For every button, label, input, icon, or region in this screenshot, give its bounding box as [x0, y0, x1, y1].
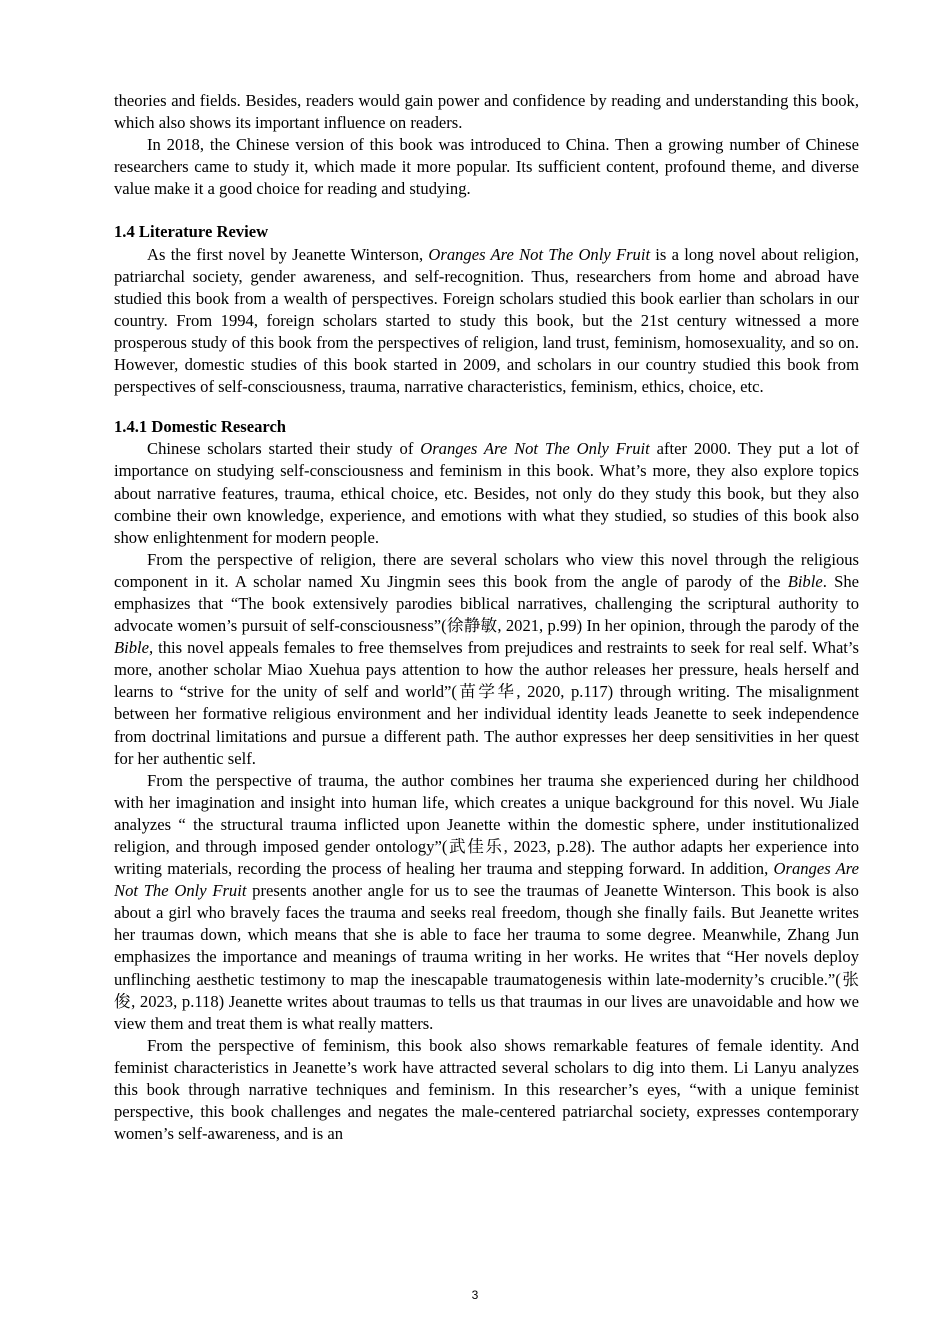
text-run: From the perspective of trauma, the author combines her trauma she experienced during her childhood with her imagination and insight into human life, which creates a unique background for this novel. Wu Jiale analyzes “ the structural trauma inflicted upon Jeanette within the domestic sphere, under institutionalized religion, and through imposed gender ontology”(武佳乐, 2023, p.28). The author adapts her experience into writing materials, recording the process of healing her trauma and stepping forward. In addition, [114, 770, 859, 879]
page-number: 3 [471, 1288, 479, 1302]
text-run: From the perspective of religion, there are several scholars who view this novel through the religious component in it. A scholar named Xu Jingmin sees this book from the angle of parody of the [114, 549, 859, 591]
paragraph-trauma [114, 770, 859, 1035]
paragraph-intro-continuation: theories and fields. Besides, readers would gain power and confidence by reading and understanding this book, which also shows its important influence on readers. [114, 91, 859, 133]
text-run: presents another angle for us to see the traumas of Jeanette Winterson. This book is also about a girl who bravely faces the trauma and seeks real freedom, though she finally fails. But Jeanette writes her traumas down, which means that she is able to face her trauma to some degree. Meanwhile, Zhang Jun emphasizes the importance and meanings of trauma writing in her works. He writes that “Her novels deploy unflinching aesthetic testimony to map the inescapable traumatogenesis within late-modernity’s crucible.”(张俊, 2023, p.118) Jeanette writes about traumas to tells us that traumas in our lives are unavoidable and how we view them and treat them is what really matters. [114, 881, 859, 1033]
document-page [114, 90, 859, 1145]
text-run: As the first novel by Jeanette Winterson, [147, 244, 429, 264]
paragraph-chinese-version: In 2018, the Chinese version of this book was introduced to China. Then a growing number of Chinese researchers came to study it, which made it more popular. Its sufficient content, profound theme, and diverse value make it a good choice for reading and studying. [114, 135, 859, 199]
section-heading-literature-review: 1.4 Literature Review [114, 222, 269, 242]
paragraph-literature-review [114, 244, 859, 399]
book-title-italic: Oranges Are Not The Only Fruit [114, 859, 859, 901]
text-run: Chinese scholars started their study of [147, 439, 421, 459]
paragraph-religion [114, 549, 859, 770]
paragraph-feminism: From the perspective of feminism, this book also shows remarkable features of female identity. And feminist characteristics in Jeanette’s work have attracted several scholars to dig into them. Li Lanyu analyzes this book through narrative techniques and feminism. In this researcher’s eyes, “with a unique feminist perspective, this book challenges and negates the male-centered patriarchal society, expresses contemporary women’s self-awareness, and is an [114, 1035, 859, 1144]
text-run: . She emphasizes that “The book extensively parodies biblical narratives, challenging the scriptural authority to advocate women’s pursuit of self-consciousness”(徐静敏, 2021, p.99) In her opinion, through the parody of the [114, 571, 859, 636]
section-heading-domestic-research: 1.4.1 Domestic Research [114, 417, 287, 437]
paragraph-domestic-intro [114, 438, 859, 548]
text-run: after 2000. They put a lot of importance on studying self-consciousness and feminism in this book. What’s more, they also explore topics about narrative features, trauma, ethical choice, etc. Besides, not only do they study this book, but they also combine their own knowledge, experience, and emotions with what they studied, so studies of this book also show enlightenment for modern people. [114, 439, 859, 547]
bible-italic: Bible [787, 571, 823, 591]
book-title-italic: Oranges Are Not The Only Fruit [420, 439, 650, 459]
book-title-italic: Oranges Are Not The Only Fruit [428, 244, 651, 264]
text-run: this novel appeals females to free themselves from prejudices and restraints to seek for real self. What’s more, another scholar Miao Xuehua pays attention to how the author releases her pressure, heals herself and learns to “strive for the unity of self and world”(苗学华, 2020, p.117) through writing. The misalignment between her formative religious environment and her individual identity leads Jeanette to seek independence from doctrinal limitations and pursue a different path. The author expresses her deep sensitivities in her quest for her authentic self. [114, 638, 859, 768]
bible-italic: Bible, [114, 638, 154, 658]
text-run: is a long novel about religion, patriarchal society, gender awareness, and self-recognition. Thus, researchers from home and abroad have studied this book from a wealth of perspectives. Foreign scholars studied this book earlier than scholars in our country. From 1994, foreign scholars started to study this book, but the 21st century witnessed a more prosperous study of this book from the perspectives of religion, land trust, feminism, homosexuality, and so on. However, domestic studies of this book started in 2009, and scholars in our country studied this book from perspectives of self-consciousness, trauma, narrative characteristics, feminism, ethics, choice, etc. [114, 244, 859, 397]
